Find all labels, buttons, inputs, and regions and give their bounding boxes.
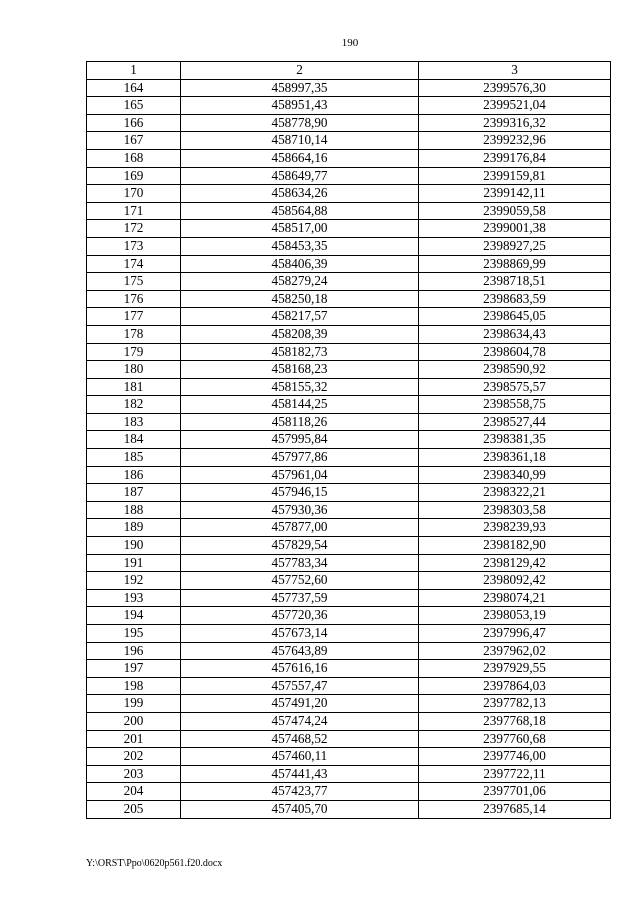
point-number-cell: 190 [87,537,181,555]
y-coordinate-cell: 2399316,32 [419,114,611,132]
y-coordinate-cell: 2398527,44 [419,413,611,431]
x-coordinate-cell: 458951,43 [181,97,419,115]
table-header-row [87,62,611,80]
point-number-cell: 197 [87,660,181,678]
x-coordinate-cell: 457829,54 [181,537,419,555]
y-coordinate-cell: 2398683,59 [419,290,611,308]
point-number-cell: 202 [87,748,181,766]
y-coordinate-cell: 2399176,84 [419,149,611,167]
x-coordinate-cell: 457783,34 [181,554,419,572]
point-number-cell: 192 [87,572,181,590]
y-coordinate-cell: 2398645,05 [419,308,611,326]
y-coordinate-cell: 2399001,38 [419,220,611,238]
table-row [87,783,611,801]
x-coordinate-cell: 458217,57 [181,308,419,326]
y-coordinate-cell: 2398927,25 [419,237,611,255]
y-coordinate-cell: 2398634,43 [419,325,611,343]
table-row [87,132,611,150]
table-row [87,642,611,660]
x-coordinate-cell: 457460,11 [181,748,419,766]
y-coordinate-cell: 2397685,14 [419,800,611,818]
table-row [87,519,611,537]
table-row [87,255,611,273]
point-number-cell: 171 [87,202,181,220]
point-number-cell: 165 [87,97,181,115]
y-coordinate-cell: 2397962,02 [419,642,611,660]
x-coordinate-cell: 457643,89 [181,642,419,660]
table-row [87,484,611,502]
y-coordinate-cell: 2398129,42 [419,554,611,572]
point-number-cell: 201 [87,730,181,748]
table-body [87,79,611,818]
table-row [87,607,611,625]
point-number-cell: 188 [87,501,181,519]
y-coordinate-cell: 2399576,30 [419,79,611,97]
point-number-cell: 189 [87,519,181,537]
x-coordinate-cell: 458649,77 [181,167,419,185]
point-number-cell: 179 [87,343,181,361]
y-coordinate-cell: 2398340,99 [419,466,611,484]
point-number-cell: 187 [87,484,181,502]
point-number-cell: 193 [87,589,181,607]
y-coordinate-cell: 2397782,13 [419,695,611,713]
y-coordinate-cell: 2398239,93 [419,519,611,537]
x-coordinate-cell: 458144,25 [181,396,419,414]
x-coordinate-cell: 457423,77 [181,783,419,801]
x-coordinate-cell: 458406,39 [181,255,419,273]
point-number-cell: 178 [87,325,181,343]
y-coordinate-cell: 2398361,18 [419,449,611,467]
table-row [87,625,611,643]
y-coordinate-cell: 2399521,04 [419,97,611,115]
y-coordinate-cell: 2398322,21 [419,484,611,502]
x-coordinate-cell: 458710,14 [181,132,419,150]
x-coordinate-cell: 457995,84 [181,431,419,449]
point-number-cell: 177 [87,308,181,326]
footer-file-path: Y:\ORST\Ppo\0620p561.f20.docx [86,858,223,869]
y-coordinate-cell: 2398381,35 [419,431,611,449]
point-number-cell: 176 [87,290,181,308]
point-number-cell: 174 [87,255,181,273]
point-number-cell: 199 [87,695,181,713]
table-row [87,114,611,132]
x-coordinate-cell: 457441,43 [181,765,419,783]
table-row [87,501,611,519]
y-coordinate-cell: 2397929,55 [419,660,611,678]
point-number-cell: 194 [87,607,181,625]
x-coordinate-cell: 457946,15 [181,484,419,502]
table-row [87,712,611,730]
x-coordinate-cell: 458997,35 [181,79,419,97]
y-coordinate-cell: 2398604,78 [419,343,611,361]
x-coordinate-cell: 457491,20 [181,695,419,713]
table-row [87,202,611,220]
point-number-cell: 198 [87,677,181,695]
y-coordinate-cell: 2397746,00 [419,748,611,766]
y-coordinate-cell: 2398053,19 [419,607,611,625]
y-coordinate-cell: 2398590,92 [419,361,611,379]
table-row [87,800,611,818]
table-row [87,695,611,713]
coordinates-table [86,61,611,819]
table-row [87,466,611,484]
y-coordinate-cell: 2399142,11 [419,185,611,203]
table-row [87,308,611,326]
y-coordinate-cell: 2398575,57 [419,378,611,396]
column-header-2: 2 [181,62,419,80]
point-number-cell: 175 [87,273,181,291]
point-number-cell: 196 [87,642,181,660]
x-coordinate-cell: 457977,86 [181,449,419,467]
point-number-cell: 180 [87,361,181,379]
y-coordinate-cell: 2399059,58 [419,202,611,220]
y-coordinate-cell: 2398092,42 [419,572,611,590]
y-coordinate-cell: 2398182,90 [419,537,611,555]
table-row [87,185,611,203]
x-coordinate-cell: 457877,00 [181,519,419,537]
x-coordinate-cell: 457752,60 [181,572,419,590]
point-number-cell: 203 [87,765,181,783]
table-row [87,589,611,607]
table-row [87,378,611,396]
point-number-cell: 182 [87,396,181,414]
y-coordinate-cell: 2398718,51 [419,273,611,291]
table-row [87,748,611,766]
x-coordinate-cell: 457720,36 [181,607,419,625]
point-number-cell: 168 [87,149,181,167]
x-coordinate-cell: 458453,35 [181,237,419,255]
x-coordinate-cell: 458279,24 [181,273,419,291]
x-coordinate-cell: 458155,32 [181,378,419,396]
table-row [87,554,611,572]
x-coordinate-cell: 458664,16 [181,149,419,167]
table-row [87,537,611,555]
table-row [87,431,611,449]
y-coordinate-cell: 2397996,47 [419,625,611,643]
table-row [87,765,611,783]
point-number-cell: 169 [87,167,181,185]
table-row [87,97,611,115]
x-coordinate-cell: 458517,00 [181,220,419,238]
table-row [87,290,611,308]
table-row [87,730,611,748]
point-number-cell: 170 [87,185,181,203]
table-row [87,325,611,343]
table-row [87,572,611,590]
table-row [87,167,611,185]
point-number-cell: 164 [87,79,181,97]
point-number-cell: 172 [87,220,181,238]
y-coordinate-cell: 2399159,81 [419,167,611,185]
x-coordinate-cell: 457468,52 [181,730,419,748]
x-coordinate-cell: 457474,24 [181,712,419,730]
x-coordinate-cell: 457930,36 [181,501,419,519]
table-row [87,361,611,379]
point-number-cell: 186 [87,466,181,484]
x-coordinate-cell: 458564,88 [181,202,419,220]
table-row [87,220,611,238]
x-coordinate-cell: 458118,26 [181,413,419,431]
point-number-cell: 200 [87,712,181,730]
y-coordinate-cell: 2399232,96 [419,132,611,150]
x-coordinate-cell: 458634,26 [181,185,419,203]
x-coordinate-cell: 458182,73 [181,343,419,361]
column-header-3: 3 [419,62,611,80]
y-coordinate-cell: 2398869,99 [419,255,611,273]
y-coordinate-cell: 2398558,75 [419,396,611,414]
x-coordinate-cell: 457961,04 [181,466,419,484]
y-coordinate-cell: 2398303,58 [419,501,611,519]
point-number-cell: 191 [87,554,181,572]
table-row [87,677,611,695]
table-row [87,343,611,361]
x-coordinate-cell: 458168,23 [181,361,419,379]
y-coordinate-cell: 2397760,68 [419,730,611,748]
point-number-cell: 167 [87,132,181,150]
point-number-cell: 166 [87,114,181,132]
x-coordinate-cell: 458208,39 [181,325,419,343]
page-number: 190 [341,37,359,49]
table-row [87,413,611,431]
table-row [87,660,611,678]
table-row [87,396,611,414]
x-coordinate-cell: 457673,14 [181,625,419,643]
table-row [87,79,611,97]
y-coordinate-cell: 2397864,03 [419,677,611,695]
point-number-cell: 183 [87,413,181,431]
x-coordinate-cell: 457737,59 [181,589,419,607]
point-number-cell: 173 [87,237,181,255]
column-header-1: 1 [87,62,181,80]
y-coordinate-cell: 2398074,21 [419,589,611,607]
point-number-cell: 184 [87,431,181,449]
point-number-cell: 185 [87,449,181,467]
table-row [87,273,611,291]
point-number-cell: 195 [87,625,181,643]
x-coordinate-cell: 457616,16 [181,660,419,678]
y-coordinate-cell: 2397701,06 [419,783,611,801]
x-coordinate-cell: 458778,90 [181,114,419,132]
y-coordinate-cell: 2397722,11 [419,765,611,783]
point-number-cell: 205 [87,800,181,818]
table-row [87,149,611,167]
x-coordinate-cell: 457405,70 [181,800,419,818]
point-number-cell: 181 [87,378,181,396]
y-coordinate-cell: 2397768,18 [419,712,611,730]
point-number-cell: 204 [87,783,181,801]
x-coordinate-cell: 458250,18 [181,290,419,308]
table-row [87,449,611,467]
table-row [87,237,611,255]
x-coordinate-cell: 457557,47 [181,677,419,695]
